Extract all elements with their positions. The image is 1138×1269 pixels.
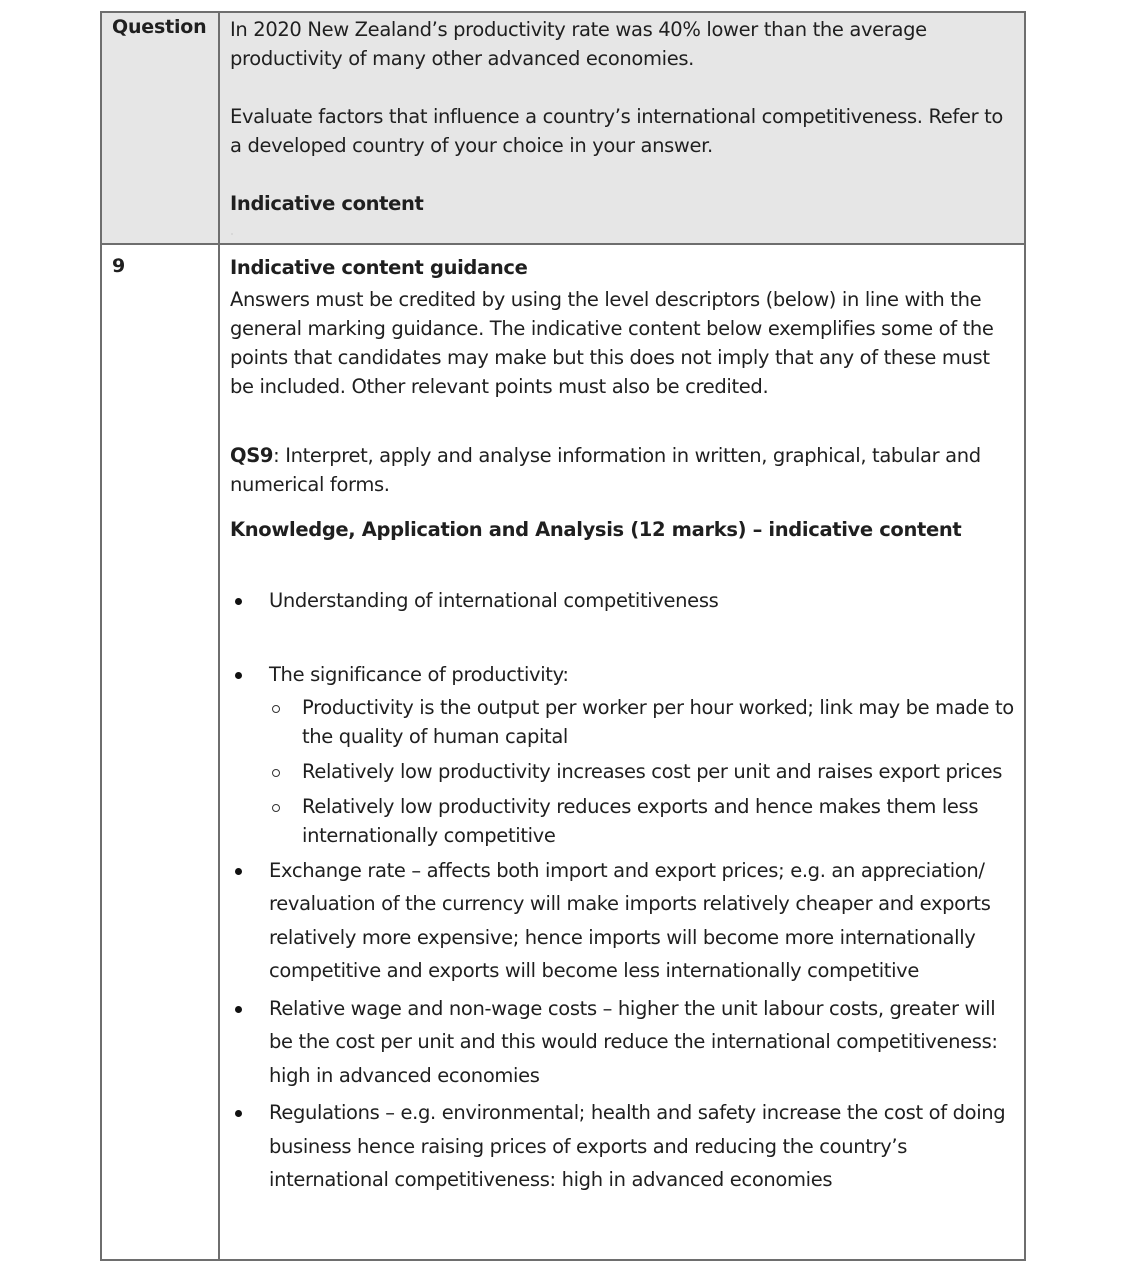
list-item (230, 1096, 1016, 1197)
question-header-row (101, 12, 1025, 244)
question-context-text: In 2020 New Zealand’s productivity rate was 40% lower than the average productivity of many other advanced economies. (230, 18, 927, 70)
question-number: 9 (112, 255, 126, 277)
guidance-title: Indicative content guidance (230, 256, 528, 279)
indicative-points-list (230, 584, 1016, 1197)
sub-list-item (269, 757, 1016, 786)
guidance-text: Answers must be credited by using the level descriptors (below) in line with the general marking guidance. The indicative content below exemplifies some of the points that candidates may make but this does not imply that any of these must be included. Other relevant points must also be credited. (230, 288, 994, 398)
mark-scheme-table (100, 11, 1026, 1261)
faint-artifact (231, 233, 233, 235)
sub-list-item (269, 693, 1016, 751)
sub-list-item-text: Relatively low productivity reduces exports and hence makes them less internationally competitive (302, 794, 979, 847)
qs9-statement (230, 441, 1016, 499)
bullet-icon (235, 672, 242, 679)
list-item-text: The significance of productivity: (269, 662, 569, 686)
productivity-sub-list (269, 693, 1016, 850)
list-item (230, 658, 1016, 850)
indicative-content-heading: Indicative content (230, 192, 424, 215)
list-item-text: Understanding of international competitiveness (269, 589, 719, 612)
bullet-icon (235, 598, 242, 605)
sub-list-item-text: Productivity is the output per worker per hour worked; link may be made to the quality of human capital (302, 695, 1014, 748)
question-9-row (101, 244, 1025, 1260)
hollow-bullet-icon (272, 705, 280, 713)
qs9-label: QS9 (230, 444, 274, 467)
section-heading: Knowledge, Application and Analysis (12 marks) – indicative content (230, 518, 962, 541)
list-item-text: Exchange rate – affects both import and export prices; e.g. an appreciation/ revaluation of the currency will make imports relatively cheaper and exports relatively more expensive; hence imports will become more internationally competitive and exports will become less internationally competitive (269, 858, 991, 982)
list-item-text: Relative wage and non-wage costs – higher the unit labour costs, greater will be the cost per unit and this would reduce the international competitiveness: high in advanced economies (269, 996, 998, 1087)
hollow-bullet-icon (272, 804, 280, 812)
list-item (230, 854, 1016, 988)
sub-list-item (269, 792, 1016, 850)
hollow-bullet-icon (272, 769, 280, 777)
question-number-cell (101, 244, 219, 1260)
list-item (230, 584, 1016, 618)
bullet-icon (235, 1006, 242, 1013)
question-label: Question (112, 16, 207, 38)
qs9-text: : Interpret, apply and analyse information in written, graphical, tabular and numerical forms. (230, 444, 981, 496)
sub-list-item-text: Relatively low productivity increases cost per unit and raises export prices (302, 759, 1003, 783)
bullet-icon (235, 1110, 242, 1117)
question-text-cell (219, 12, 1025, 244)
list-item (230, 992, 1016, 1093)
indicative-content-cell (219, 244, 1025, 1260)
question-prompt-text: Evaluate factors that influence a country’s international competitiveness. Refer to a developed country of your choice in your answer. (230, 105, 1003, 157)
question-label-cell (101, 12, 219, 244)
list-item-text: Regulations – e.g. environmental; health and safety increase the cost of doing business hence raising prices of exports and reducing the country’s international competitiveness: high in advanced economies (269, 1101, 1006, 1191)
bullet-icon (235, 868, 242, 875)
